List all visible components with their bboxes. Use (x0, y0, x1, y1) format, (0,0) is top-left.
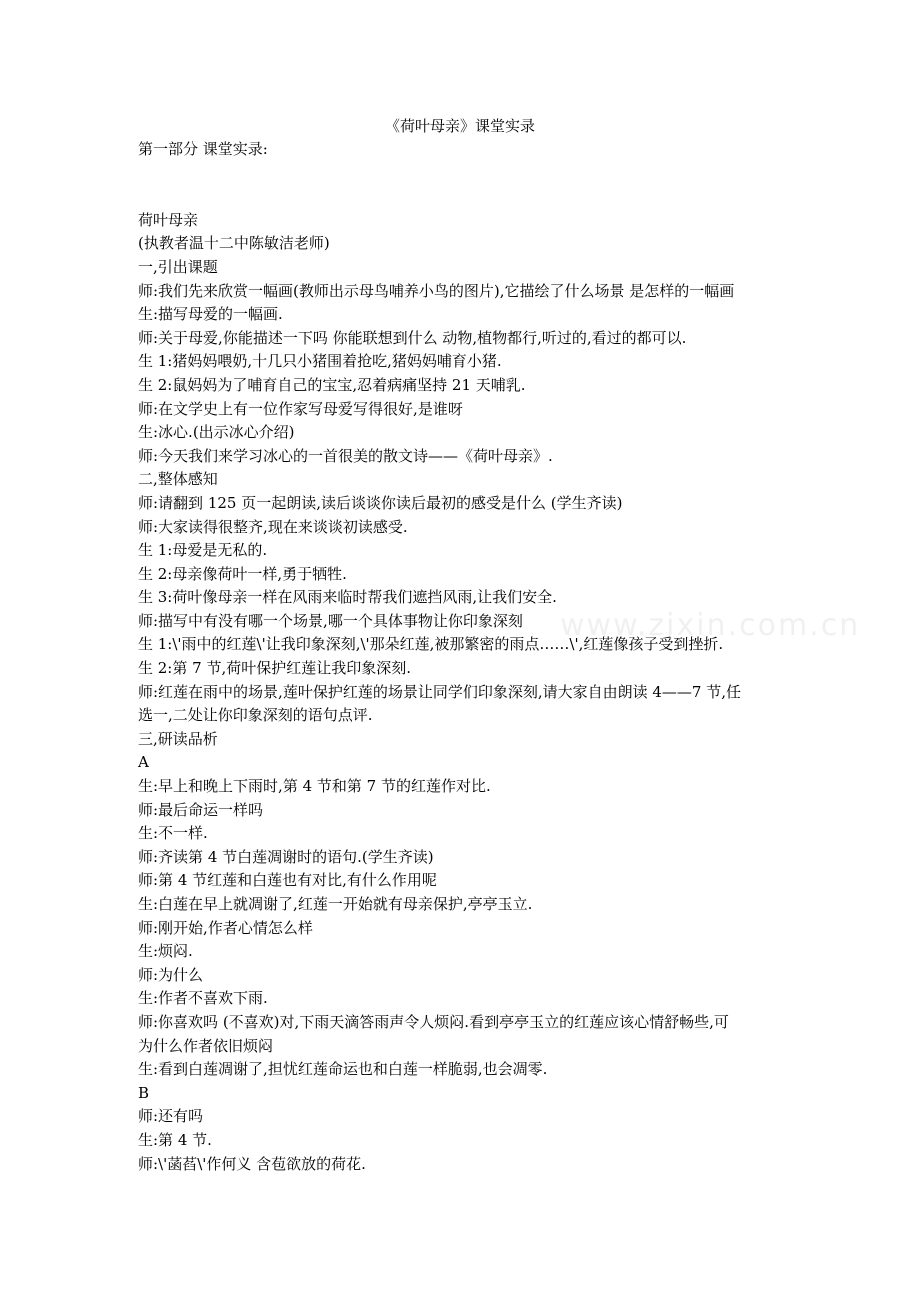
transcript-line: 三,研读品析 (138, 729, 218, 748)
transcript-line: 师:关于母爱,你能描述一下吗 你能联想到什么 动物,植物都行,听过的,看过的都可以. (138, 328, 687, 347)
transcript-lines (138, 209, 788, 1176)
transcript-line: 师:刚开始,作者心情怎么样 (138, 918, 313, 937)
transcript-line: 师:为什么 (138, 965, 204, 984)
transcript-line: 二,整体感知 (138, 470, 218, 489)
watermark: www.zixin.com.cn (560, 608, 861, 643)
transcript-line: 生:不一样. (138, 824, 208, 843)
transcript-line: 师:我们先来欣赏一幅画(教师出示母鸟哺养小鸟的图片),它描绘了什么场景 是怎样的一幅画 (138, 281, 735, 300)
transcript-line: 生:早上和晚上下雨时,第 4 节和第 7 节的红莲作对比. (138, 777, 491, 796)
document-title: 《荷叶母亲》课堂实录 (384, 117, 535, 135)
transcript-line: 生:描写母爱的一幅画. (138, 305, 283, 324)
transcript-line: 生:看到白莲凋谢了,担忧红莲命运也和白莲一样脆弱,也会凋零. (138, 1060, 548, 1079)
transcript-line: 为什么作者依旧烦闷 (138, 1036, 274, 1055)
transcript-line: 师:请翻到 125 页一起朗读,读后谈谈你读后最初的感受是什么 (学生齐读) (138, 493, 623, 512)
transcript-line: A (138, 753, 149, 772)
transcript-line: (执教者温十二中陈敏洁老师) (138, 234, 330, 253)
transcript-line: 师:\'菡萏\'作何义 含苞欲放的荷花. (138, 1154, 366, 1173)
transcript-line: 生 3:荷叶像母亲一样在风雨来临时帮我们遮挡风雨,让我们安全. (138, 588, 557, 607)
transcript-line: 生:白莲在早上就凋谢了,红莲一开始就有母亲保护,亭亭玉立. (138, 895, 533, 913)
transcript-line: 生:第 4 节. (138, 1130, 212, 1149)
transcript-line: 师:你喜欢吗 (不喜欢)对,下雨天滴答雨声令人烦闷.看到亭亭玉立的红莲应该心情舒畅些,可 (138, 1012, 729, 1031)
transcript-line: 师:还有吗 (138, 1107, 204, 1126)
transcript-line: 选一,二处让你印象深刻的语句点评. (138, 706, 373, 725)
transcript-line: 生 1:母爱是无私的. (138, 541, 268, 560)
blank-line (138, 185, 788, 209)
transcript-line: 生 1:\'雨中的红莲\'让我印象深刻,\'那朵红莲,被那繁密的雨点……\',红莲像孩子受到挫折. (138, 635, 724, 654)
transcript-line: 生 2:鼠妈妈为了哺育自己的宝宝,忍着病痛坚持 21 天哺乳. (138, 375, 526, 394)
blank-line (138, 162, 788, 186)
transcript-line: 生 1:猪妈妈喂奶,十几只小猪围着抢吃,猪妈妈哺育小猪. (138, 352, 502, 371)
transcript-line: B (138, 1083, 150, 1102)
transcript-line: 师:大家读得很整齐,现在来谈谈初读感受. (138, 517, 408, 536)
section-heading: 第一部分 课堂实录: (138, 140, 268, 158)
transcript-line: 一,引出课题 (138, 257, 218, 276)
transcript-line: 师:红莲在雨中的场景,莲叶保护红莲的场景让同学们印象深刻,请大家自由朗读 4——7 节,任 (138, 682, 741, 701)
transcript-line: 师:描写中有没有哪一个场景,哪一个具体事物让你印象深刻 (138, 611, 523, 630)
transcript-line: 生:作者不喜欢下雨. (138, 989, 268, 1008)
transcript-line: 师:今天我们来学习冰心的一首很美的散文诗——《荷叶母亲》. (138, 446, 553, 465)
transcript-line: 生 2:母亲像荷叶一样,勇于牺牲. (138, 564, 347, 583)
transcript-line: 生:烦闷. (138, 942, 193, 961)
transcript-line: 荷叶母亲 (138, 210, 199, 229)
transcript-line: 师:齐读第 4 节白莲凋谢时的语句.(学生齐读) (138, 847, 434, 866)
transcript-line: 师:最后命运一样吗 (138, 800, 264, 819)
transcript-line: 生 2:第 7 节,荷叶保护红莲让我印象深刻. (138, 659, 411, 678)
transcript-line: 生:冰心.(出示冰心介绍) (138, 423, 295, 442)
document-body (138, 138, 788, 1176)
transcript-line: 师:第 4 节红莲和白莲也有对比,有什么作用呢 (138, 871, 437, 890)
transcript-line: 师:在文学史上有一位作家写母爱写得很好,是谁呀 (138, 399, 463, 418)
